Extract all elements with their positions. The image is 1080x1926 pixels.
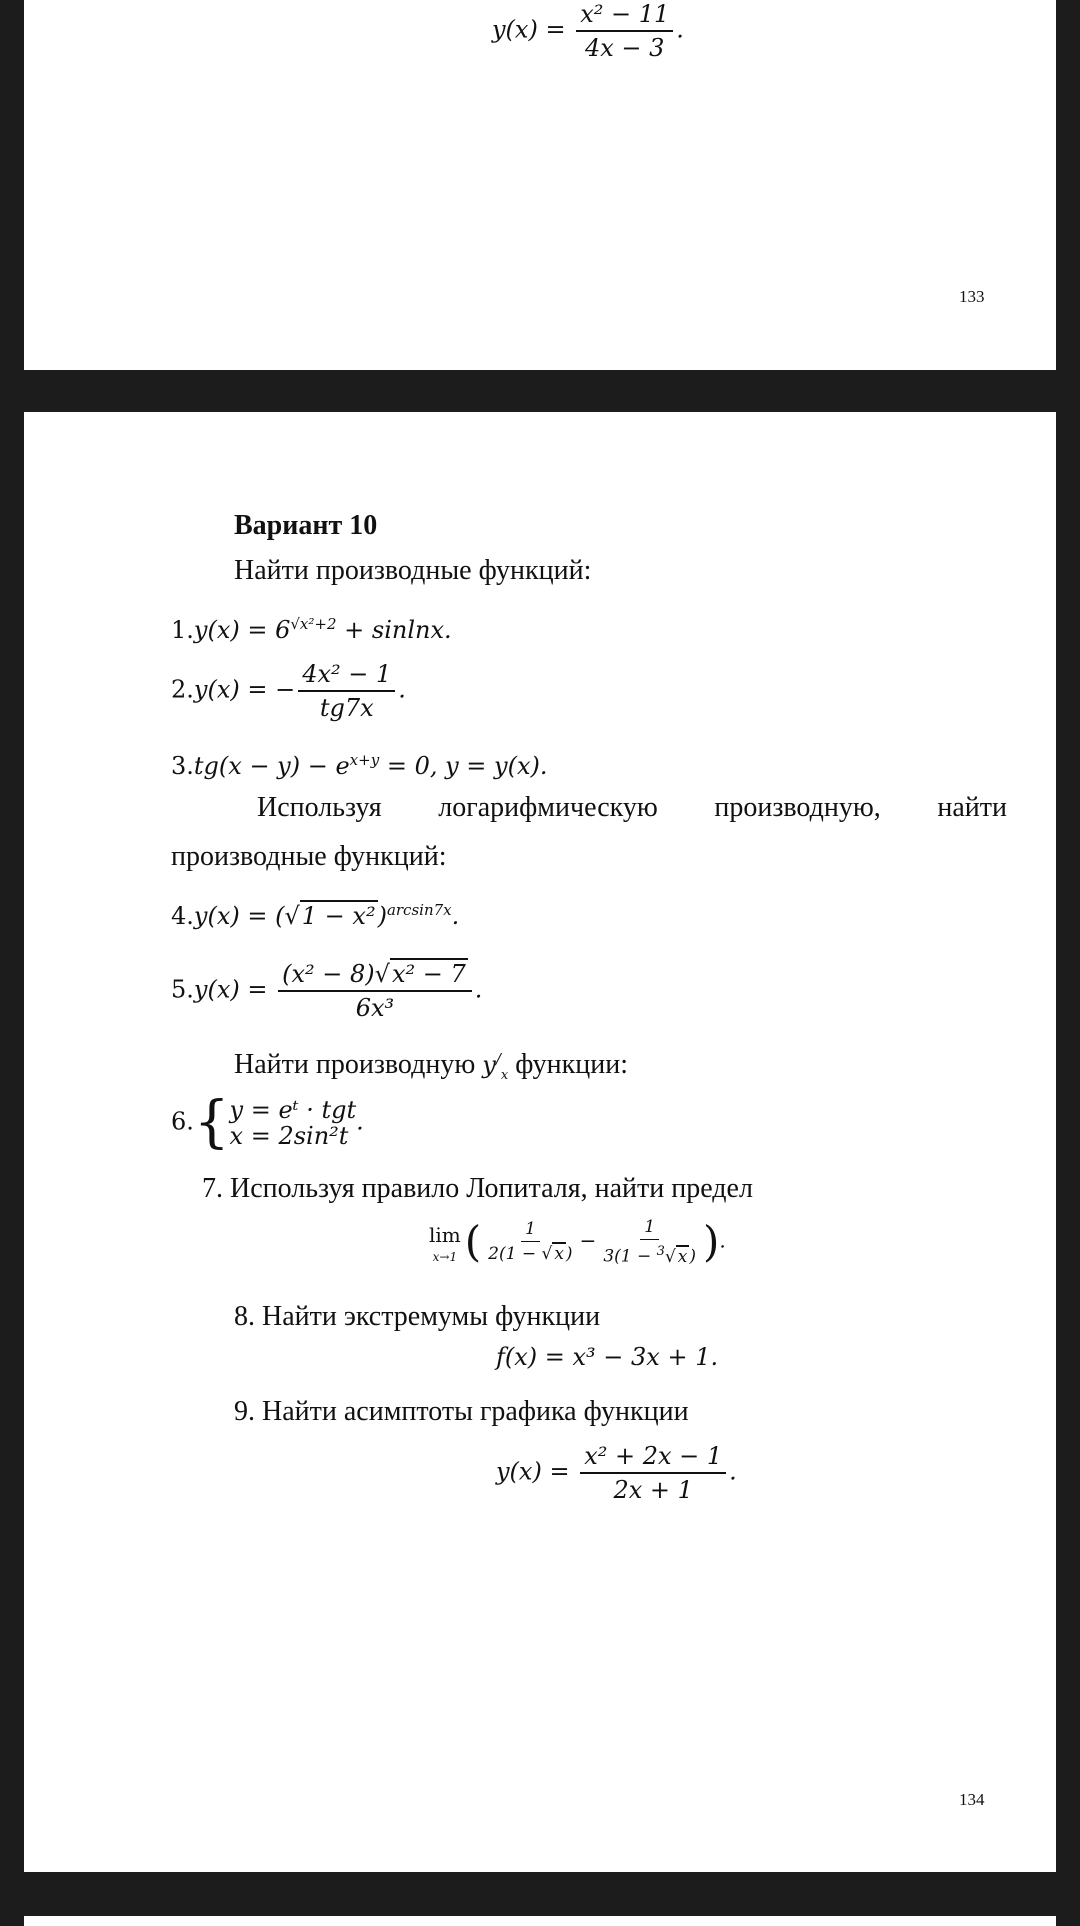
- task-7-close-paren: ): [703, 1216, 720, 1266]
- task-9-formula: [496, 1442, 737, 1504]
- problem-2-lhs: y(x) = −: [193, 675, 296, 704]
- problem-4-radicand: 1 − x²: [301, 902, 376, 930]
- task-7-fraction-2: [599, 1217, 700, 1267]
- problem-1-label: 1.: [171, 616, 194, 644]
- task-7-root-index: 3: [656, 1244, 665, 1259]
- problem-4-sqrt: √1 − x²: [284, 902, 376, 930]
- task-7-lim: [429, 1220, 461, 1264]
- log-intro-word-1: Используя: [257, 792, 382, 823]
- task-9-end: .: [729, 1457, 737, 1486]
- task-7-den-1: [484, 1242, 576, 1264]
- task-9-lhs: y(x) =: [496, 1457, 570, 1486]
- task-7-formula: [429, 1217, 726, 1267]
- problem-5-num-a: (x² − 8): [282, 960, 375, 988]
- problem-6-label: 6.: [171, 1107, 194, 1136]
- param-intro-text-b: функции:: [515, 1049, 628, 1080]
- task-9-text: 9. Найти асимптоты графика функции: [234, 1396, 689, 1427]
- task-9-fraction: [580, 1442, 726, 1504]
- formula-top: [492, 0, 684, 62]
- problem-3-exponent: x+y: [349, 751, 380, 769]
- problem-5-fraction: [278, 960, 472, 1022]
- problem-5-den: 6x³: [355, 994, 395, 1022]
- task-7-rad-2: x: [677, 1246, 688, 1267]
- problem-5-end: .: [474, 975, 483, 1004]
- param-intro-x: x: [500, 1067, 509, 1083]
- log-intro-word-4: найти: [937, 792, 1007, 823]
- task-7-den-1-a: 2(1 −: [488, 1244, 542, 1265]
- formula-top-end: .: [676, 15, 684, 44]
- task-7-num-1: 1: [521, 1219, 540, 1242]
- task-9-num: x² + 2x − 1: [580, 1442, 726, 1474]
- problem-5-label: 5.: [171, 975, 194, 1004]
- problem-4-label: 4.: [171, 902, 194, 930]
- problem-4-lhs: y(x) = (: [193, 902, 285, 930]
- problem-6-system: [230, 1097, 357, 1149]
- task-7-text: 7. Используя правило Лопиталя, найти предел: [202, 1173, 753, 1204]
- problem-6: [171, 1090, 364, 1155]
- log-intro-word-3: производную,: [714, 792, 881, 823]
- log-intro-line2: производные функций:: [171, 841, 447, 872]
- param-intro-y: y: [482, 1051, 496, 1079]
- problem-1-rest: + sinlnx.: [344, 616, 452, 644]
- problem-6-line1: y = eᵗ · tgt: [229, 1096, 357, 1124]
- task-7-rad-1: x: [554, 1244, 564, 1265]
- page-133: [24, 0, 1056, 370]
- problem-2-label: 2.: [171, 675, 194, 704]
- task-7-sqrt-2: √ x: [664, 1246, 688, 1267]
- problem-3-rest: = 0, y = y(x).: [386, 752, 548, 780]
- task-7-lim-word: lim: [429, 1222, 461, 1247]
- problem-5-lhs: y(x) =: [193, 975, 268, 1004]
- problem-2-end: .: [398, 675, 406, 704]
- problem-5-num: [278, 960, 472, 992]
- problem-3-label: 3.: [171, 752, 194, 780]
- task-7-num-2: 1: [640, 1217, 659, 1240]
- task-7-sqrt-1: √ x: [541, 1244, 564, 1265]
- param-intro-text-a: Найти производную: [234, 1049, 476, 1080]
- problem-3: [171, 745, 547, 781]
- task-8-text: 8. Найти экстремумы функции: [234, 1301, 601, 1332]
- problem-4-exponent: arcsin7x: [386, 901, 452, 919]
- task-7-den-2: [599, 1240, 700, 1267]
- problem-4: [171, 895, 459, 931]
- task-7-den-2-a: 3(1 −: [603, 1246, 657, 1267]
- problem-6-brace: {: [193, 1090, 230, 1155]
- task-7-den-1-b: ): [565, 1244, 573, 1265]
- problem-4-end: .: [451, 902, 460, 930]
- problem-1-lhs: y(x) = 6: [193, 616, 291, 644]
- problem-1: [171, 609, 452, 645]
- formula-top-num: x² − 11: [576, 0, 673, 32]
- problem-5-radicand: x² − 7: [391, 960, 466, 988]
- param-intro-prime: /: [495, 1050, 501, 1068]
- problem-2: [171, 660, 406, 722]
- problem-6-line2: x = 2sin²t: [229, 1122, 349, 1150]
- log-intro-line1: [257, 792, 1007, 824]
- variant-heading: Вариант 10: [234, 510, 378, 541]
- formula-top-fraction: [576, 0, 673, 62]
- task-7-minus: −: [579, 1228, 597, 1253]
- task-9-den: 2x + 1: [613, 1476, 693, 1504]
- problem-4-close: ): [377, 902, 387, 930]
- problem-2-fraction: [298, 660, 395, 722]
- task-7-lim-sub: x→1: [432, 1249, 458, 1264]
- problem-5: [171, 960, 482, 1022]
- task-7-open-paren: (: [464, 1216, 482, 1266]
- problem-2-num: 4x² − 1: [298, 660, 395, 692]
- task-7-fraction-1: [484, 1219, 576, 1264]
- intro-text: Найти производные функций:: [234, 555, 592, 586]
- problem-3-text: tg(x − y) − e: [193, 752, 350, 780]
- page-number-133: 133: [959, 287, 985, 306]
- task-7-end: .: [719, 1228, 726, 1253]
- problem-2-den: tg7x: [319, 694, 374, 722]
- formula-top-lhs: y(x) =: [492, 15, 566, 44]
- param-intro: [234, 1044, 628, 1091]
- page-134: [24, 412, 1056, 1872]
- problem-6-end: .: [356, 1107, 364, 1136]
- problem-5-sqrt: √x² − 7: [374, 960, 466, 988]
- log-intro-word-2: логарифмическую: [438, 792, 658, 823]
- param-intro-symbol: [482, 1050, 509, 1083]
- formula-top-den: 4x − 3: [585, 34, 665, 62]
- page-135-edge: [24, 1916, 1056, 1926]
- task-7-den-2-b: ): [689, 1246, 697, 1267]
- task-8-formula: f(x) = x³ − 3x + 1.: [496, 1343, 719, 1371]
- problem-1-exponent: √x²+2: [290, 615, 337, 633]
- page-number-134: 134: [959, 1790, 985, 1809]
